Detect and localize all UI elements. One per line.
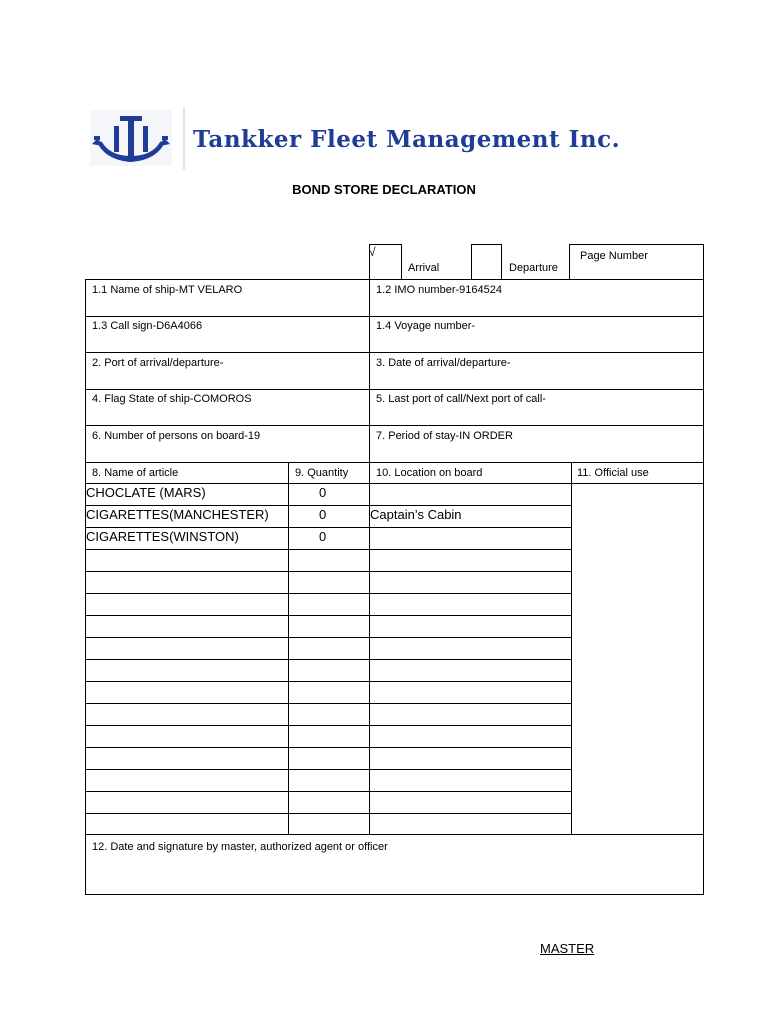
company-logo <box>90 110 172 166</box>
document-title: BOND STORE DECLARATION <box>292 182 476 197</box>
ship-name-field: 1.1 Name of ship-MT VELARO <box>92 284 243 296</box>
row-article: CIGARETTES(WINSTON) <box>86 529 239 544</box>
flag-state-field: 4. Flag State of ship-COMOROS <box>92 393 252 405</box>
column-header-location: 10. Location on board <box>376 467 483 479</box>
persons-on-board-field: 6. Number of persons on board-19 <box>92 430 261 442</box>
page-number-label: Page Number <box>580 250 648 262</box>
date-field: 3. Date of arrival/departure- <box>376 357 511 369</box>
row-article: CIGARETTES(MANCHESTER) <box>86 507 269 522</box>
arrival-label: Arrival <box>408 262 440 274</box>
last-port-field: 5. Last port of call/Next port of call- <box>376 393 546 405</box>
row-article: CHOCLATE (MARS) <box>86 485 206 500</box>
company-name: Tankker Fleet Management Inc. <box>193 126 621 153</box>
imo-number-field: 1.2 IMO number-9164524 <box>376 284 502 296</box>
port-field: 2. Port of arrival/departure- <box>92 357 224 369</box>
master-signature-line: MASTER <box>540 941 595 956</box>
row-location: Captain’s Cabin <box>370 507 462 522</box>
period-of-stay-field: 7. Period of stay-IN ORDER <box>376 430 513 442</box>
header-divider <box>183 108 185 170</box>
call-sign-field: 1.3 Call sign-D6A4066 <box>92 320 203 332</box>
departure-label: Departure <box>509 262 558 274</box>
column-header-article: 8. Name of article <box>92 467 179 479</box>
column-header-quantity: 9. Quantity <box>295 467 349 479</box>
row-quantity: 0 <box>319 529 327 544</box>
column-header-official-use: 11. Official use <box>577 467 649 479</box>
anchor-logo-icon <box>90 110 172 166</box>
row-quantity: 0 <box>319 507 327 522</box>
voyage-number-field: 1.4 Voyage number- <box>376 320 476 332</box>
signature-label: 12. Date and signature by master, authorized agent or officer <box>92 841 388 853</box>
arrival-checkmark: √ <box>369 245 376 259</box>
row-quantity: 0 <box>319 485 327 500</box>
